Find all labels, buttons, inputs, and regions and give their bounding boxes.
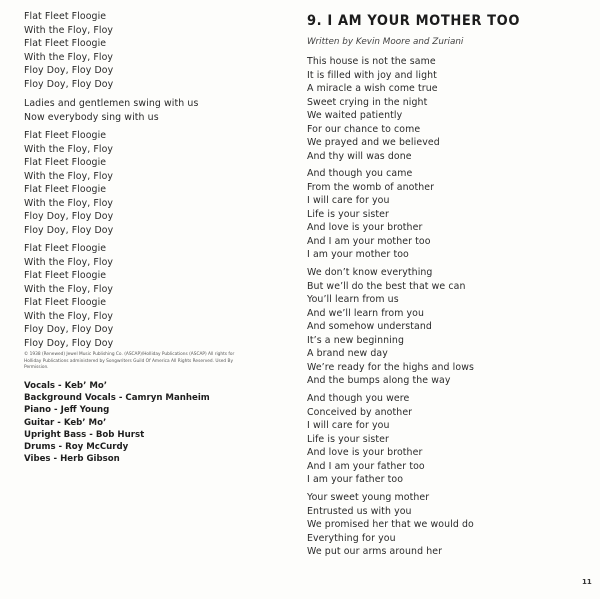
lyric-line: With the Floy, Floy <box>24 256 114 268</box>
lyric-line: Floy Doy, Floy Doy <box>24 65 114 76</box>
lyrics-stanza <box>24 10 113 91</box>
lyric-line: We prayed and we believed <box>307 137 440 148</box>
lyric-line: We’re ready for the highs and lows <box>307 361 474 373</box>
lyric-line: A brand new day <box>307 348 388 359</box>
lyric-line: A miracle a wish come true <box>307 83 438 94</box>
lyric-line: And love is your brother <box>307 447 423 458</box>
credits-list <box>24 380 210 465</box>
lyric-line: And I am your father too <box>307 460 425 472</box>
lyric-line: Sweet crying in the night <box>307 96 428 108</box>
lyric-line: Flat Fleet Floogie <box>24 130 107 141</box>
lyric-line: And love is your brother <box>307 222 423 233</box>
lyric-line: I will care for you <box>307 420 390 431</box>
lyric-line: Entrusted us with you <box>307 505 412 517</box>
credit-line: Piano - Jeff Young <box>24 405 110 416</box>
lyric-line: But we’ll do the best that we can <box>307 280 466 292</box>
lyric-line: Everything for you <box>307 532 396 544</box>
lyric-line: Your sweet young mother <box>307 492 430 503</box>
lyric-line: We put our arms around her <box>307 546 443 557</box>
lyric-line: This house is not the same <box>307 56 436 67</box>
lyric-line: And somehow understand <box>307 321 432 332</box>
lyric-line: It is filled with joy and light <box>307 69 437 81</box>
lyric-line: Flat Fleet Floogie <box>24 184 107 195</box>
lyrics-stanza <box>24 242 113 350</box>
lyric-line: We don’t know everything <box>307 267 433 278</box>
credit-line: Guitar - Keb’ Mo’ <box>24 417 107 428</box>
lyric-line: Now everybody sing with us <box>24 111 159 123</box>
lyric-line: Floy Doy, Floy Doy <box>24 337 114 349</box>
lyric-line: Flat Fleet Floogie <box>24 38 107 49</box>
lyric-line: I am your mother too <box>307 249 409 260</box>
credit-line: Vocals - Keb’ Mo’ <box>24 381 108 391</box>
lyrics-stanza <box>307 266 474 388</box>
credit-line: Vibes - Herb Gibson <box>24 454 120 465</box>
credit-line: Background Vocals - Camryn Manheim <box>24 393 210 404</box>
lyrics-stanza <box>307 55 440 163</box>
credit-line: Drums - Roy McCurdy <box>24 442 129 453</box>
lyric-line: With the Floy, Floy <box>24 197 114 209</box>
lyric-line: And though you were <box>307 393 410 404</box>
lyric-line: You’ll learn from us <box>307 294 399 305</box>
lyric-line: For our chance to come <box>307 123 421 135</box>
lyric-line: With the Floy, Floy <box>24 51 114 63</box>
lyric-line: And the bumps along the way <box>307 375 451 386</box>
lyrics-stanza <box>307 392 425 487</box>
lyric-line: Conceived by another <box>307 406 413 418</box>
lyric-line: I will care for you <box>307 195 390 206</box>
page-number: 11 <box>582 578 592 586</box>
lyric-line: And though you came <box>307 168 413 179</box>
lyrics-stanza <box>24 129 113 237</box>
credit-line: Upright Bass - Bob Hurst <box>24 429 145 440</box>
lyric-line: Flat Fleet Floogie <box>24 243 107 254</box>
lyric-line: And I am your mother too <box>307 235 431 247</box>
lyric-line: With the Floy, Floy <box>24 283 114 295</box>
lyric-line: We waited patiently <box>307 110 403 121</box>
lyric-line: Flat Fleet Floogie <box>24 11 107 22</box>
lyric-line: With the Floy, Floy <box>24 170 114 182</box>
lyric-line: It’s a new beginning <box>307 334 405 346</box>
lyric-line: Floy Doy, Floy Doy <box>24 324 114 335</box>
lyric-line: Ladies and gentlemen swing with us <box>24 98 199 109</box>
lyric-line: With the Floy, Floy <box>24 24 114 36</box>
songwriter-credit: Written by Kevin Moore and Zuriani <box>307 37 464 47</box>
lyric-line: Flat Fleet Floogie <box>24 297 107 308</box>
copyright-notice: © 1938 (Renewed) Jewel Music Publishing Co. (ASCAP)/Holliday Publications (ASCAP) All rights for Holliday Publications administered by Songwriters Guild Of America All Rights Reserved. Used By Permission. <box>24 352 235 371</box>
lyric-line: With the Floy, Floy <box>24 310 114 322</box>
lyric-line: From the womb of another <box>307 181 435 193</box>
lyric-line: Floy Doy, Floy Doy <box>24 78 114 90</box>
lyrics-stanza <box>24 97 198 124</box>
lyric-line: Life is your sister <box>307 433 389 445</box>
lyric-line: And thy will was done <box>307 150 412 162</box>
lyric-line: Flat Fleet Floogie <box>24 157 107 168</box>
lyric-line: I am your father too <box>307 474 404 485</box>
lyrics-stanza <box>307 167 434 262</box>
lyric-line: We promised her that we would do <box>307 519 474 530</box>
lyrics-stanza <box>307 491 474 559</box>
lyric-line: Floy Doy, Floy Doy <box>24 211 114 222</box>
lyric-line: Floy Doy, Floy Doy <box>24 224 114 236</box>
song-title: 9. I AM YOUR MOTHER TOO <box>307 13 521 29</box>
lyric-line: Life is your sister <box>307 208 389 220</box>
lyric-line: With the Floy, Floy <box>24 143 114 155</box>
lyric-line: And we’ll learn from you <box>307 307 425 319</box>
lyric-line: Flat Fleet Floogie <box>24 270 107 281</box>
